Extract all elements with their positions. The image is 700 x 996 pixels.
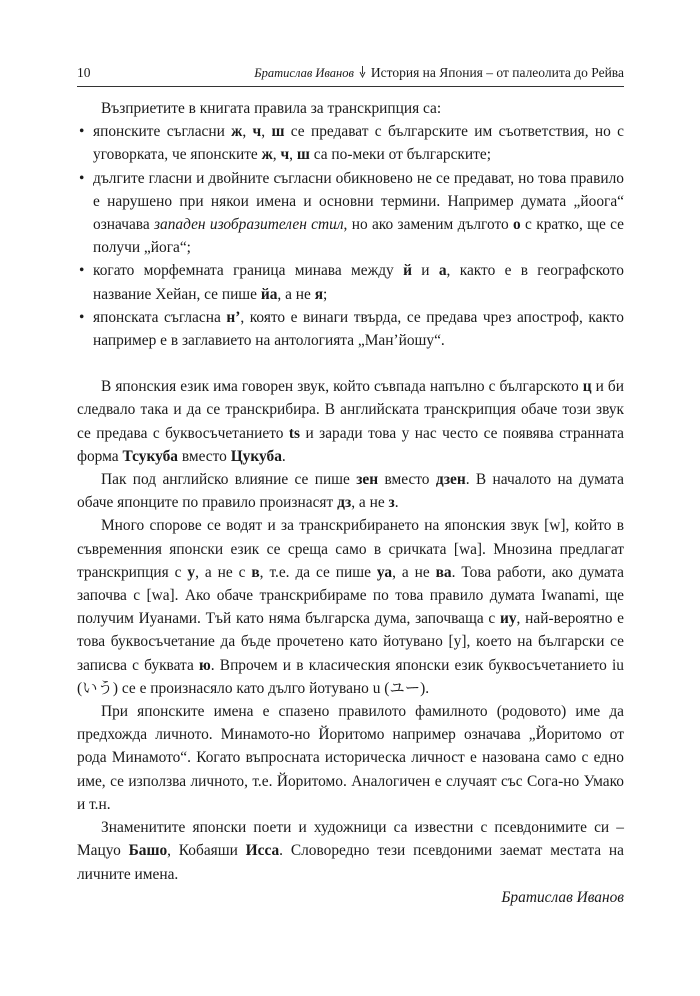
text-run: с кратко, ще се получи „йога“; (93, 216, 624, 257)
text-run: , (242, 123, 253, 141)
text-run: Знаменитите японски поети и художници са известни с псевдонимите си – Мацуо (77, 819, 624, 860)
text-run: дългите гласни и двойните съгласни обикновено не се предават, но това правило е нарушено при някои имена и основни термини. Например думата „йоога“ означава (93, 169, 624, 234)
header-author: Братислав Иванов (254, 66, 354, 80)
bold-run: з (388, 494, 395, 512)
header-separator-icon (359, 66, 366, 78)
bold-run: ж (261, 146, 273, 164)
bold-run: Исса (245, 842, 280, 860)
italic-run: западен изобразителен стил (154, 216, 344, 234)
text-run: , Кобаяши (167, 842, 246, 860)
author-signature: Братислав Иванов (501, 888, 624, 906)
text-run: , а не (392, 563, 436, 581)
bullet-icon: • (79, 123, 85, 141)
bold-run: дзен (435, 471, 466, 489)
bold-run: ва (435, 563, 452, 581)
text-run: . В началото на думата обаче японците по правило произнасят (77, 471, 625, 512)
text-run: , която е винаги твърда, се предава чрез апостроф, както например е в заглавието на антологията „Ман’йошу“. (93, 308, 624, 350)
text-run: , най-вероятно е това буквосъчетание да бъде прочетено като йотувано [у], което на български се записва с буквата (77, 610, 624, 674)
bold-run: у (187, 563, 196, 581)
text-run: Пак под английско влияние се пише (101, 471, 357, 489)
text-run: , т.е. да се пише (259, 563, 377, 581)
bold-run: ts (288, 424, 300, 442)
bold-run: ю (199, 656, 211, 674)
text-run: . Словоредно тези псевдоними заемат местата на личните имена. (77, 842, 624, 883)
paragraph-dzen (77, 468, 624, 514)
paragraph-gap (77, 352, 624, 375)
text-run: и (411, 262, 439, 280)
bold-run: я (314, 285, 324, 303)
text-run: . Впрочем и в класическия японски език буквосъчетанието iu (いう) се е произнасяло като дълго йотувано u (ユー). (77, 656, 624, 697)
bold-run: в (251, 563, 260, 581)
bold-run: ш (271, 123, 285, 141)
paragraph-ts (77, 375, 624, 468)
text-run: вместо (178, 447, 231, 465)
text-run: и заради това у нас често се появява странната форма (77, 424, 624, 465)
bold-run: Цукуба (230, 447, 282, 465)
page-number: 10 (77, 65, 91, 80)
running-title (254, 64, 624, 82)
bold-run: а (438, 262, 447, 280)
text-run: . (281, 447, 286, 465)
header-book-title: История на Япония – от палеолита до Рейва (370, 65, 624, 80)
text-run: са по-меки от българските; (309, 146, 491, 164)
text-run: , а не (351, 494, 389, 512)
text-run: се предават с българските им съответствия, но с уговорката, че японските (93, 123, 624, 164)
bold-run: й (403, 262, 412, 280)
text-run: , а не с (195, 563, 252, 581)
text-run: и би следвало така и да се транскрибира. В английската транскрипция обаче този звук се предава с буквосъчетанието (77, 378, 625, 442)
text-run: японската съгласна (93, 308, 227, 326)
bold-run: ч (252, 123, 262, 141)
transcription-rules-list (77, 120, 624, 352)
bold-run: ц (582, 378, 592, 396)
bold-run: Башо (128, 842, 168, 860)
list-item (77, 259, 624, 305)
bold-run: о (513, 216, 521, 234)
page-body (77, 97, 624, 909)
bold-run: ч (280, 146, 290, 164)
bold-run: зен (356, 471, 379, 489)
bold-run: дз (337, 494, 352, 512)
text-run: , (261, 123, 272, 141)
bold-run: йа (260, 285, 278, 303)
rules-intro: Възприетите в книгата правила за транскрипция са: (101, 100, 442, 117)
bold-run: уа (376, 563, 393, 581)
list-item (77, 120, 624, 166)
list-item (77, 167, 624, 260)
text-run: , но ако заменим дългото (343, 216, 514, 234)
paragraph-w-sound (77, 514, 624, 700)
bold-run: ш (296, 146, 310, 164)
text-run: ; (323, 285, 328, 303)
paragraph-names: При японските имена е спазено правилото фамилното (родовото) име да предхожда личното. Минамото-но Йоритомо например означава „Йоритомо от рода Минамото“. Когато въпросната историческа личност е назована само с едно име, се използва личното, т.е. Йоритомо. Аналогичен е случаят със Сога-но Умако и т.н. (77, 703, 624, 813)
text-run: , (289, 146, 297, 164)
list-item (77, 306, 624, 352)
bold-run: Тсукуба (122, 447, 178, 465)
text-run: вместо (378, 471, 436, 489)
text-run: , (272, 146, 281, 164)
header-rule (77, 86, 624, 87)
bold-run: н’ (226, 308, 241, 326)
bullet-icon: • (79, 169, 85, 187)
text-run: японските съгласни (93, 123, 232, 141)
text-run: когато морфемната граница минава между (93, 262, 404, 280)
text-run: В японския език има говорен звук, който съвпада напълно с българското (101, 378, 583, 396)
text-run: , а не (277, 285, 315, 303)
bullet-icon: • (79, 308, 85, 326)
text-run: Много спорове се водят и за транскрибирането на японския звук [w], който в съвременния японски език се среща само в сричката [wa]. Мнозина предлагат транскрипция с (77, 517, 624, 581)
paragraph-pseudonyms (77, 816, 624, 886)
text-run: . Това работи, ако думата започва с [wa]. Ако обаче транскрибираме по това правило думата Iwanami, ще получим Иуанами. Тъй като няма българска дума, започваща с (77, 563, 625, 628)
bullet-icon: • (79, 262, 85, 280)
bold-run: иу (499, 610, 517, 628)
bold-run: ж (231, 123, 243, 141)
text-run: , както е в географското название Хейан, се пише (93, 262, 624, 303)
text-run: . (394, 494, 399, 512)
